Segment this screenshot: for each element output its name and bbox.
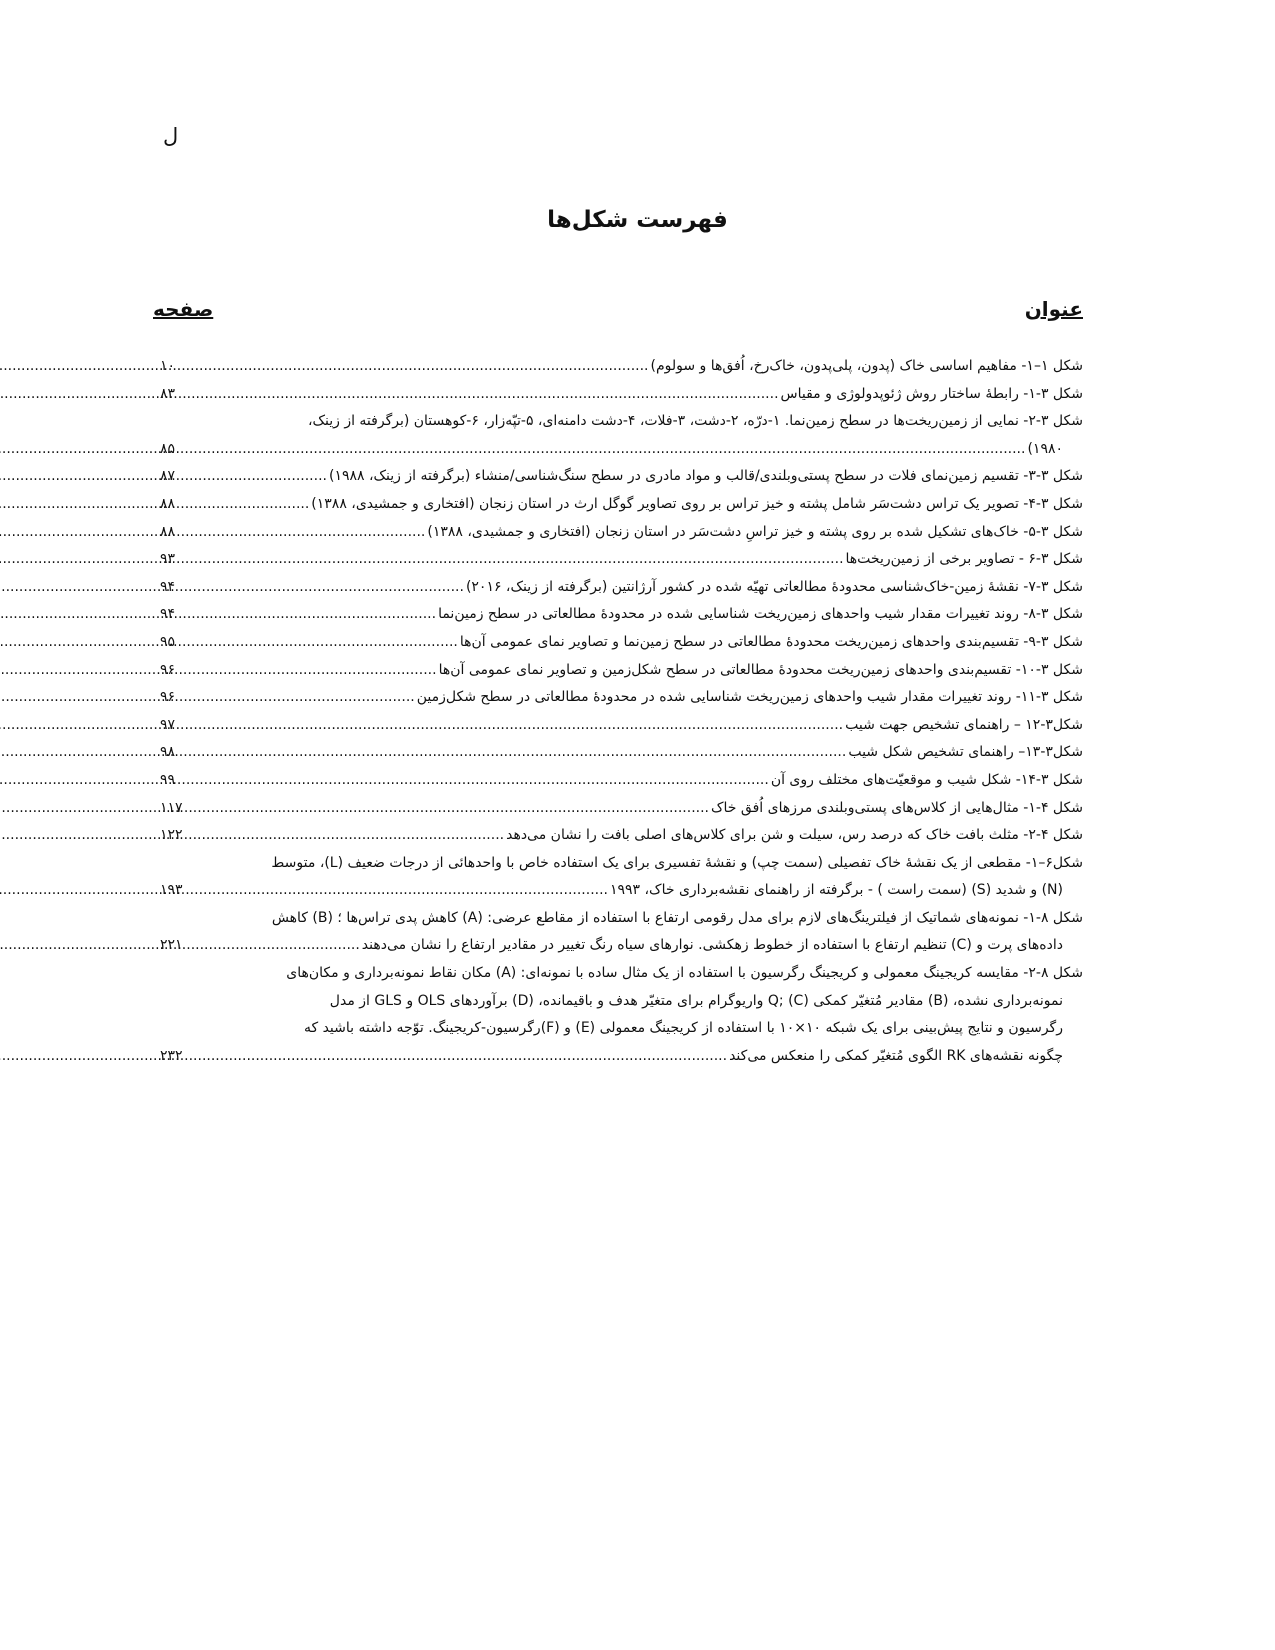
figure-caption: چگونه نقشه‌های RK الگوی مُتغیّر کمکی را منعکس می‌کند: [729, 1047, 1063, 1064]
dot-leader: [188, 767, 769, 795]
figure-caption: (N) و شدید (S) (سمت راست ) - برگرفته از راهنمای نقشه‌برداری خاک، ۱۹۹۳: [610, 882, 1063, 899]
dot-leader: [188, 463, 327, 491]
dot-leader: [188, 712, 843, 740]
figure-caption: شکل ۳-۹- تقسیم‌بندی واحدهای زمین‌ریخت محدودهٔ مطالعاتی در سطح زمین‌نما و تصاویر نمای عمومی آن‌ها: [459, 633, 1083, 650]
page-number: ۲۲۱: [160, 937, 183, 954]
dot-leader: [188, 436, 1025, 464]
page-number: ۹۴: [160, 606, 176, 623]
figure-caption: رگرسیون و نتایج پیش‌بینی برای یک شبکه ۱۰×۱۰ با استفاده از کریجینگ معمولی (E) و (F)رگرسیون-کریجینگ. توّجه داشته باشید که: [303, 1020, 1063, 1037]
figure-entry[interactable]: [160, 463, 1083, 491]
dot-leader: [188, 601, 436, 629]
figure-entry[interactable]: [160, 795, 1083, 823]
figure-caption: شکل ۳-۱- رابطهٔ ساختار روش ژئوپدولوژی و مقیاس: [780, 385, 1083, 402]
page-letter: ل: [163, 124, 179, 148]
dot-leader: [188, 1043, 727, 1071]
dot-leader: [188, 657, 437, 685]
figure-caption: شکل ۳-۷- نقشهٔ زمین-خاک‌شناسی محدودهٔ مطالعاتی تهیّه شده در کشور آرژانتین (برگرفته از زینک، ۲۰۱۶): [465, 578, 1083, 595]
page-number: ۸۵: [160, 440, 176, 457]
figure-entry[interactable]: [160, 905, 1083, 960]
figure-entry[interactable]: [160, 822, 1083, 850]
figure-entry[interactable]: [160, 601, 1083, 629]
dot-leader: [188, 739, 846, 767]
page-number: ۸۸: [160, 523, 176, 540]
figure-caption: شکل ۳-۴- تصویر یک تراس دشت‌سَر شامل پشته و خیز تراس بر روی تصاویر گوگل ارث در استان زنجان (افتخاری و جمشیدی، ۱۳۸۸): [311, 495, 1083, 512]
figure-caption: شکل ۳-۵- خاک‌های تشکیل شده بر روی پشته و خیز تراسِ دشت‌سَر در استان زنجان (افتخاری و جمشیدی، ۱۳۸۸): [427, 523, 1083, 540]
dot-leader: [188, 353, 649, 381]
figure-entry[interactable]: [160, 381, 1083, 409]
figure-entry[interactable]: [160, 657, 1083, 685]
figure-caption: شکل ۳-۳- تقسیم زمین‌نمای فلات در سطح پستی‌وبلندی/قالب و مواد مادری در سطح سنگ‌شناسی/منشاء (برگرفته از زینک، ۱۹۸۸): [328, 468, 1083, 485]
figure-caption: شکل ۴-۱- مثال‌هایی از کلاس‌های پستی‌وبلندی مرزهای اُفق خاک: [711, 799, 1083, 816]
figure-caption: شکل ۳-۱۴- شکل شیب و موقعیّت‌های مختلف روی آن: [770, 771, 1083, 788]
figure-entry[interactable]: [160, 353, 1083, 381]
page-number: ۱۰: [160, 358, 176, 374]
figure-caption: نمونه‌برداری نشده، (B) مقادیر مُتغیّر کمکی Q; (C) واریوگرام برای متغیّر هدف و باقیمانده، (D) برآوردهای OLS و GLS از مدل: [329, 992, 1063, 1009]
dot-leader: [188, 519, 425, 547]
figure-caption: شکل ۳-۶ - تصاویر برخی از زمین‌ریخت‌ها: [845, 551, 1083, 568]
page-number: ۹۷: [160, 716, 176, 733]
figure-caption: ۱۹۸۰): [1027, 440, 1063, 457]
figure-caption: شکل ۳-۱۱- روند تغییرات مقدار شیب واحدهای زمین‌ریخت شناسایی شده در محدودهٔ مطالعاتی در سطح شکل‌زمین: [416, 689, 1083, 706]
figure-entry[interactable]: [160, 491, 1083, 519]
dot-leader: [188, 822, 504, 850]
page-number: ۱۹۳: [160, 882, 183, 899]
figure-caption: شکل۳-۱۳– راهنمای تشخیص شکل شیب: [848, 744, 1083, 761]
page-title: فهرست شکل‌ها: [547, 207, 728, 233]
page-number: ۸۳: [160, 385, 176, 402]
figure-entry[interactable]: [160, 684, 1083, 712]
page-number: ۹۸: [160, 744, 176, 761]
figure-list: [160, 353, 1083, 1070]
page-number: ۱۲۲: [160, 827, 183, 844]
page-number: ۹۴: [160, 578, 176, 595]
title-column-header: عنوان: [1024, 297, 1083, 321]
figure-caption: شکل ۳-۱۰- تقسیم‌بندی واحدهای زمین‌ریخت محدودهٔ مطالعاتی در سطح شکل‌زمین و تصاویر نمای عمومی آن‌ها: [438, 661, 1083, 678]
figure-caption: شکل ۴-۲- مثلث بافت خاک که درصد رس، سیلت و شن برای کلاس‌های اصلی بافت را نشان می‌دهد: [506, 827, 1083, 844]
figure-caption: شکل ۳-۲- نمایی از زمین‌ریخت‌ها در سطح زمین‌نما. ۱-درّه، ۲-دشت، ۳-فلات، ۴-دشت دامنه‌ای، ۵-تپّه‌زار، ۶-کوهستان (برگرفته از زینک،: [307, 413, 1083, 430]
page-number: ۹۶: [160, 661, 176, 678]
dot-leader: [188, 491, 309, 519]
figure-caption: شکل۳-۱۲ – راهنمای تشخیص جهت شیب: [845, 716, 1083, 733]
page-number: ۲۳۲: [160, 1047, 183, 1064]
page-number: ۸۷: [160, 468, 176, 485]
figure-entry[interactable]: [160, 519, 1083, 547]
dot-leader: [188, 381, 779, 409]
dot-leader: [188, 932, 360, 960]
dot-leader: [188, 795, 709, 823]
page-number: ۹۹: [160, 771, 176, 788]
dot-leader: [188, 574, 464, 602]
figure-caption: داده‌های پرت و (C) تنظیم ارتفاع با استفاده از خطوط زهکشی. نوارهای سیاه رنگ تغییر در مقادیر ارتفاع را نشان می‌دهند: [361, 937, 1063, 954]
page-number: ۹۳: [160, 551, 176, 568]
figure-entry[interactable]: [160, 629, 1083, 657]
figure-caption: شکل ۳-۸- روند تغییرات مقدار شیب واحدهای زمین‌ریخت شناسایی شده در محدودهٔ مطالعاتی در سطح زمین‌نما: [438, 606, 1083, 623]
figure-entry[interactable]: [160, 546, 1083, 574]
figure-entry[interactable]: [160, 739, 1083, 767]
page-number: ۱۱۷: [160, 799, 183, 816]
page-column-header: صفحه: [153, 297, 214, 321]
page-number: ۸۸: [160, 495, 176, 512]
figure-caption: شکل ۸-۱- نمونه‌های شماتیک از فیلترینگ‌های لازم برای مدل رقومی ارتفاع با استفاده از مقاطع عرضی: (A) کاهش پدی تراس‌ها ؛ (B) کاهش: [271, 909, 1083, 926]
figure-entry[interactable]: [160, 408, 1083, 463]
figure-caption: شکل ۱–۱- مفاهیم اساسی خاک (پدون، پلی‌پدون، خاک‌رخ، اُفق‌ها و سولوم): [650, 358, 1083, 374]
page-number: ۹۶: [160, 689, 176, 706]
dot-leader: [188, 684, 415, 712]
figure-entry[interactable]: [160, 960, 1083, 1070]
figure-caption: شکل۶–۱- مقطعی از یک نقشهٔ خاک تفصیلی (سمت چپ) و نقشهٔ تفسیری برای یک استفاده خاص با واحدهائی از درجات ضعیف (L)، متوسط: [271, 854, 1083, 871]
page-number: ۹۵: [160, 633, 176, 650]
dot-leader: [188, 629, 458, 657]
figure-entry[interactable]: [160, 850, 1083, 905]
figure-entry[interactable]: [160, 574, 1083, 602]
dot-leader: [188, 877, 608, 905]
figure-caption: شکل ۸-۲- مقایسه کریجینگ معمولی و کریجینگ رگرسیون با استفاده از یک مثال ساده با نمونه‌ای: (A) مکان نقاط نمونه‌برداری و مکان‌های: [286, 965, 1083, 982]
dot-leader: [188, 546, 844, 574]
figure-entry[interactable]: [160, 767, 1083, 795]
figure-entry[interactable]: [160, 712, 1083, 740]
